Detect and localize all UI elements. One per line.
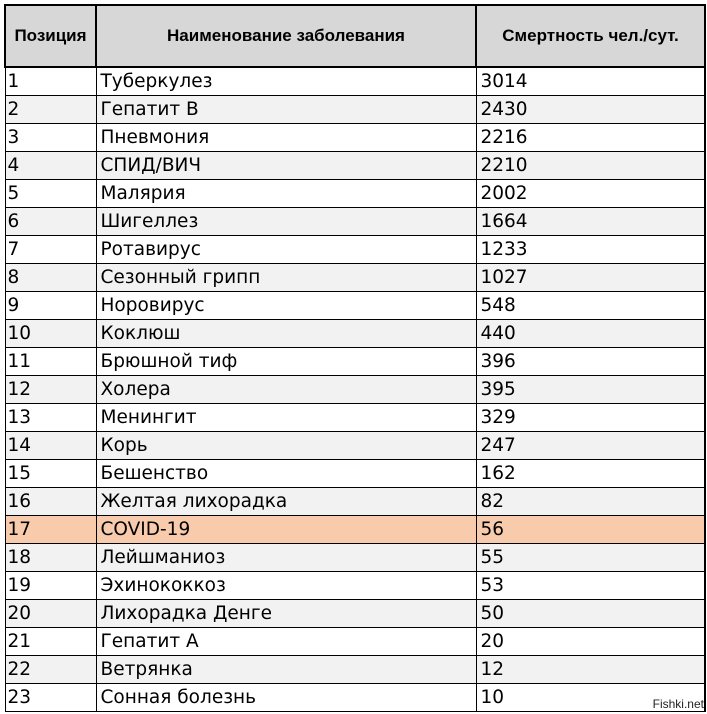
cell-name: Корь — [96, 432, 476, 460]
cell-mortality: 162 — [476, 460, 705, 488]
cell-mortality: 1027 — [476, 264, 705, 292]
cell-mortality: 10 — [476, 684, 705, 712]
cell-name: Пневмония — [96, 124, 476, 152]
table-row — [5, 67, 705, 96]
cell-mortality: 395 — [476, 376, 705, 404]
watermark: Fishki.net — [652, 697, 704, 711]
cell-position: 23 — [5, 684, 96, 712]
cell-position: 1 — [5, 67, 96, 96]
cell-name: Сонная болезнь — [96, 684, 476, 712]
cell-position: 20 — [5, 600, 96, 628]
table-row — [5, 348, 705, 376]
table-row — [5, 320, 705, 348]
cell-name: Менингит — [96, 404, 476, 432]
table-row — [5, 404, 705, 432]
cell-mortality: 3014 — [476, 67, 705, 96]
cell-position: 19 — [5, 572, 96, 600]
table-row — [5, 656, 705, 684]
cell-name: Туберкулез — [96, 67, 476, 96]
cell-name: Эхинококкоз — [96, 572, 476, 600]
table-row — [5, 208, 705, 236]
header-row — [5, 5, 705, 67]
cell-name: Бешенство — [96, 460, 476, 488]
cell-name: Гепатит А — [96, 628, 476, 656]
cell-position: 8 — [5, 264, 96, 292]
cell-position: 14 — [5, 432, 96, 460]
cell-mortality: 12 — [476, 656, 705, 684]
cell-name: Желтая лихорадка — [96, 488, 476, 516]
cell-position: 10 — [5, 320, 96, 348]
cell-mortality: 2210 — [476, 152, 705, 180]
cell-mortality: 2430 — [476, 96, 705, 124]
cell-position: 21 — [5, 628, 96, 656]
cell-name: Лихорадка Денге — [96, 600, 476, 628]
cell-mortality: 1664 — [476, 208, 705, 236]
table-row — [5, 572, 705, 600]
cell-name: Лейшманиоз — [96, 544, 476, 572]
table-row — [5, 152, 705, 180]
cell-position: 5 — [5, 180, 96, 208]
cell-name: Ветрянка — [96, 656, 476, 684]
cell-mortality: 440 — [476, 320, 705, 348]
cell-mortality: 20 — [476, 628, 705, 656]
table-row — [5, 516, 705, 544]
cell-position: 13 — [5, 404, 96, 432]
table-row — [5, 432, 705, 460]
table-row — [5, 124, 705, 152]
header-name: Наименование заболевания — [96, 5, 476, 67]
header-mortality: Смертность чел./сут. — [476, 5, 705, 67]
cell-position: 11 — [5, 348, 96, 376]
cell-name: Брюшной тиф — [96, 348, 476, 376]
cell-position: 7 — [5, 236, 96, 264]
table-row — [5, 264, 705, 292]
cell-mortality: 53 — [476, 572, 705, 600]
cell-mortality: 55 — [476, 544, 705, 572]
cell-position: 6 — [5, 208, 96, 236]
cell-mortality: 56 — [476, 516, 705, 544]
cell-position: 3 — [5, 124, 96, 152]
cell-name: Сезонный грипп — [96, 264, 476, 292]
cell-name: СПИД/ВИЧ — [96, 152, 476, 180]
cell-mortality: 329 — [476, 404, 705, 432]
table-row — [5, 460, 705, 488]
cell-position: 16 — [5, 488, 96, 516]
table-row — [5, 96, 705, 124]
table-row — [5, 236, 705, 264]
cell-position: 4 — [5, 152, 96, 180]
cell-position: 9 — [5, 292, 96, 320]
header-position: Позиция — [5, 5, 96, 67]
table-row — [5, 488, 705, 516]
table-row — [5, 684, 705, 712]
cell-name: Норовирус — [96, 292, 476, 320]
table-row — [5, 376, 705, 404]
table-row — [5, 600, 705, 628]
cell-position: 15 — [5, 460, 96, 488]
cell-name: Шигеллез — [96, 208, 476, 236]
disease-table-container — [4, 4, 706, 712]
cell-name: Ротавирус — [96, 236, 476, 264]
disease-mortality-table — [4, 4, 706, 712]
cell-position: 17 — [5, 516, 96, 544]
cell-position: 2 — [5, 96, 96, 124]
cell-name: Малярия — [96, 180, 476, 208]
cell-mortality: 2216 — [476, 124, 705, 152]
table-row — [5, 180, 705, 208]
cell-mortality: 396 — [476, 348, 705, 376]
cell-mortality: 2002 — [476, 180, 705, 208]
cell-position: 18 — [5, 544, 96, 572]
cell-mortality: 548 — [476, 292, 705, 320]
table-row — [5, 544, 705, 572]
table-row — [5, 292, 705, 320]
cell-name: Гепатит В — [96, 96, 476, 124]
cell-mortality: 1233 — [476, 236, 705, 264]
cell-mortality: 82 — [476, 488, 705, 516]
cell-mortality: 247 — [476, 432, 705, 460]
cell-mortality: 50 — [476, 600, 705, 628]
cell-name: Холера — [96, 376, 476, 404]
cell-name: COVID-19 — [96, 516, 476, 544]
cell-name: Коклюш — [96, 320, 476, 348]
cell-position: 22 — [5, 656, 96, 684]
cell-position: 12 — [5, 376, 96, 404]
table-row — [5, 628, 705, 656]
